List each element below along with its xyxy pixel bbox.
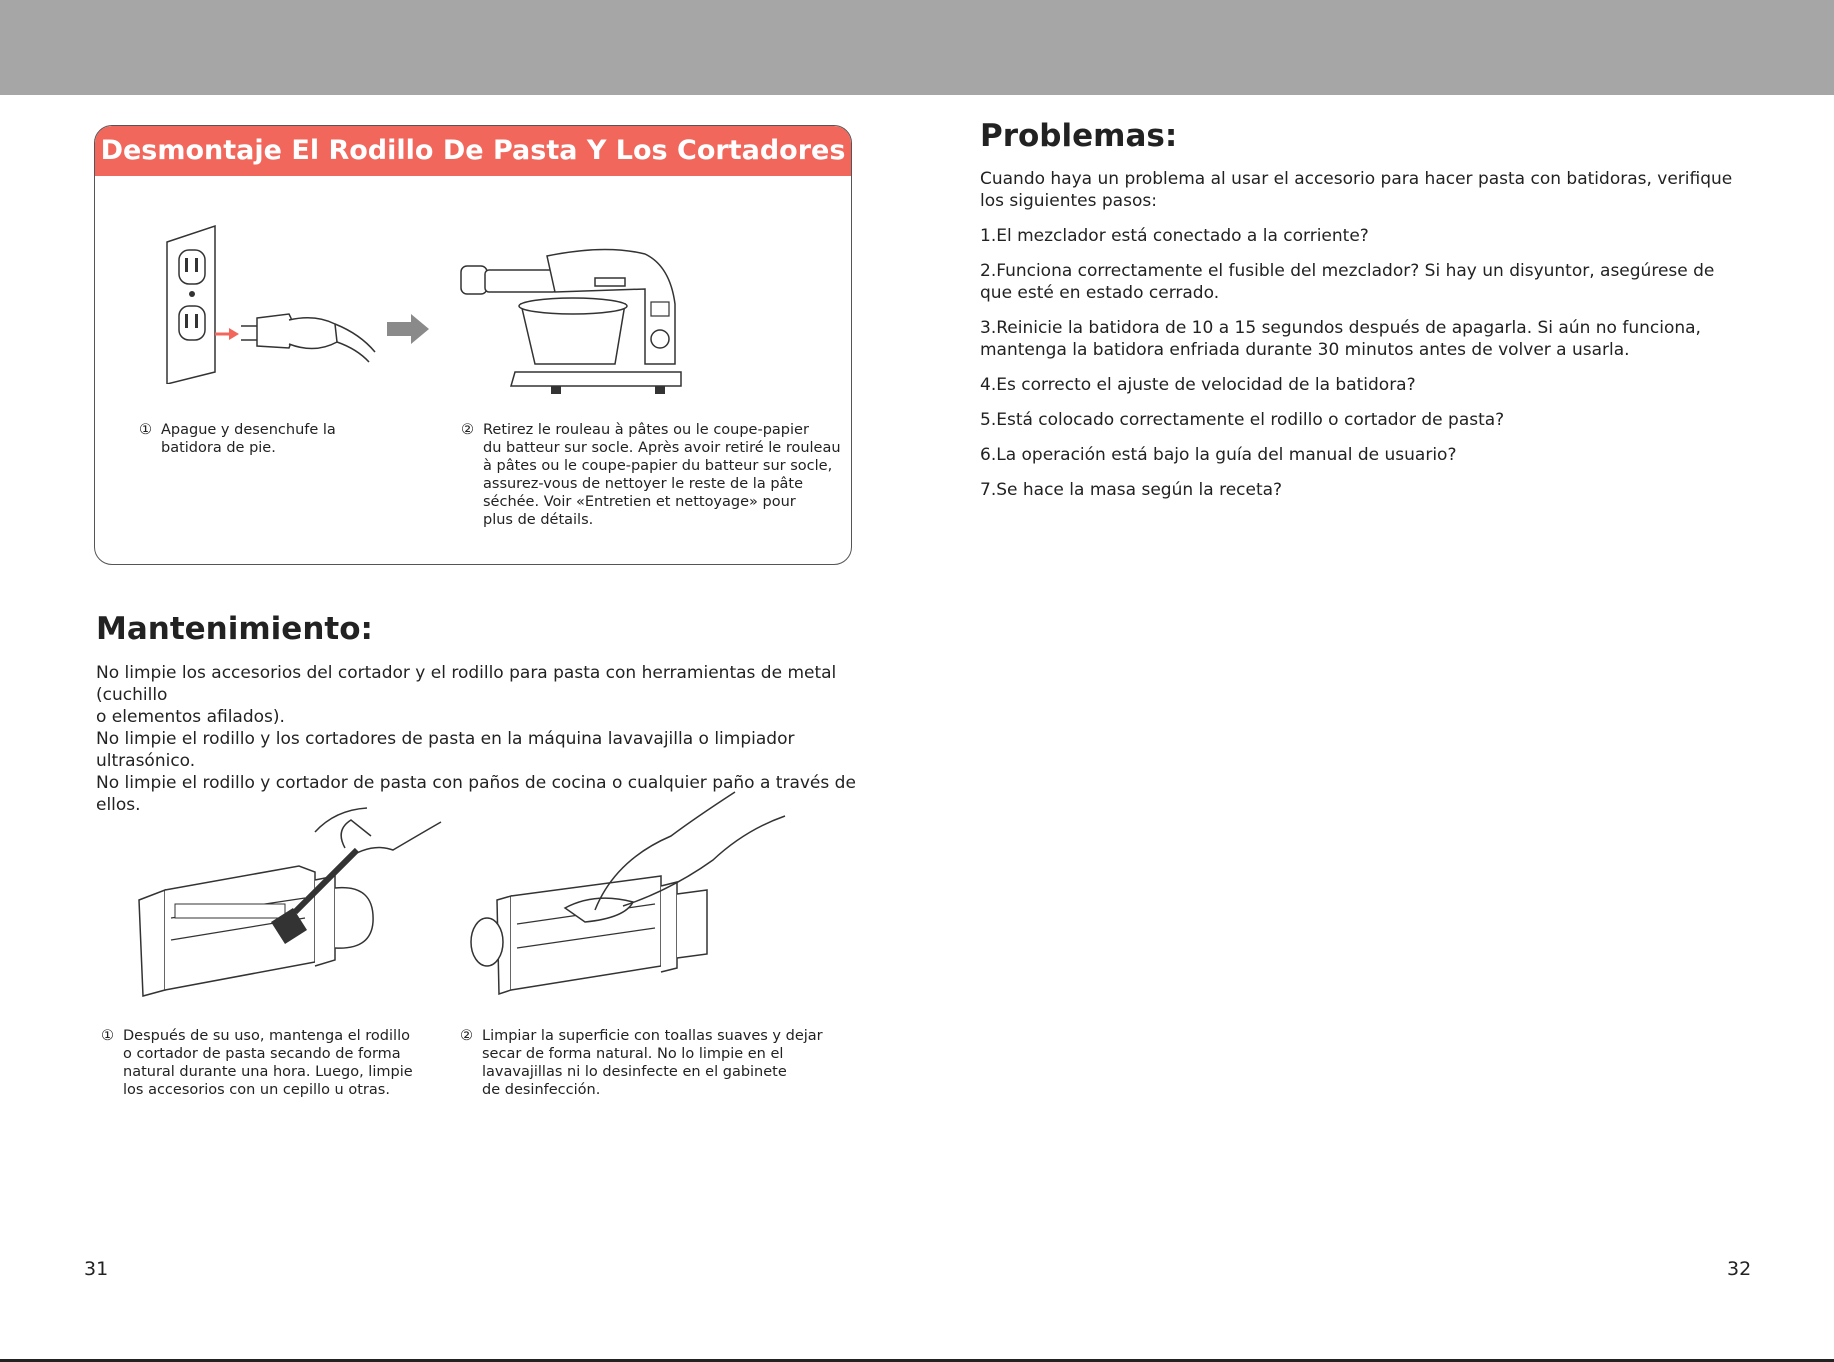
disassembly-step-1-caption	[139, 421, 399, 457]
step-text: Limpiar la superficie con toallas suaves y dejar secar de forma natural. No lo limpie en el lavavajillas ni lo desinfecte en el gabinete de desinfección.	[482, 1028, 823, 1098]
disassembly-panel	[94, 125, 852, 565]
step-text: Retirez le rouleau à pâtes ou le coupe-papier du batteur sur socle. Après avoir retiré le rouleau à pâtes ou le coupe-papier du batteur sur socle, assurez-vous de nettoyer le reste de la pâte séchée. Voir «Entretien et nettoyage» pour plus de détails.	[483, 422, 841, 528]
maintenance-step-2-caption	[460, 1027, 840, 1099]
problems-list	[980, 168, 1740, 514]
step-arrow-icon	[387, 314, 431, 344]
problem-item: 7.Se hace la masa según la receta?	[980, 480, 1283, 500]
problem-item: 5.Está colocado correctamente el rodillo o cortador de pasta?	[980, 410, 1505, 430]
maintenance-line: o elementos afilados).	[96, 707, 285, 727]
problem-item: 1.El mezclador está conectado a la corriente?	[980, 226, 1369, 246]
disassembly-step-2-caption	[461, 421, 841, 529]
problem-item: 6.La operación está bajo la guía del manual de usuario?	[980, 445, 1457, 465]
step-number: ①	[101, 1028, 114, 1044]
problem-item: 4.Es correcto el ajuste de velocidad de la batidora?	[980, 375, 1416, 395]
maintenance-heading: Mantenimiento:	[96, 611, 373, 647]
step-text: Apague y desenchufe la batidora de pie.	[161, 422, 336, 456]
step-number: ②	[460, 1028, 473, 1044]
stand-mixer-illustration	[455, 244, 695, 404]
maintenance-line: No limpie los accesorios del cortador y el rodillo para pasta con herramientas de metal (cuchillo	[96, 663, 837, 705]
towel-cleaning-illustration	[465, 790, 795, 1005]
top-gray-bar	[0, 0, 1834, 95]
disassembly-title: Desmontaje El Rodillo De Pasta Y Los Cortadores	[95, 126, 851, 176]
problem-item: 2.Funciona correctamente el fusible del mezclador? Si hay un disyuntor, asegúrese de que esté en estado cerrado.	[980, 261, 1715, 303]
page-number-right: 32	[1727, 1258, 1752, 1280]
step-number: ②	[461, 422, 474, 438]
problems-heading: Problemas:	[980, 118, 1178, 154]
step-number: ①	[139, 422, 152, 438]
step-text: Después de su uso, mantenga el rodillo o cortador de pasta secando de forma natural durante una hora. Luego, limpie los accesorios con un cepillo u otras.	[123, 1028, 413, 1098]
problems-intro: Cuando haya un problema al usar el accesorio para hacer pasta con batidoras, verifique los siguientes pasos:	[980, 169, 1733, 211]
problem-item: 3.Reinicie la batidora de 10 a 15 segundos después de apagarla. Si aún no funciona, mantenga la batidora enfriada durante 30 minutos antes de volver a usarla.	[980, 318, 1701, 360]
brush-cleaning-illustration	[135, 790, 455, 1005]
maintenance-line: No limpie el rodillo y cortador de pasta con paños de cocina o cualquier paño a través de ellos.	[96, 773, 856, 815]
maintenance-step-1-caption	[101, 1027, 431, 1099]
page-number-left: 31	[84, 1258, 109, 1280]
maintenance-line: No limpie el rodillo y los cortadores de pasta en la máquina lavavajilla o limpiador ultrasónico.	[96, 729, 795, 771]
outlet-unplug-illustration	[165, 224, 405, 384]
